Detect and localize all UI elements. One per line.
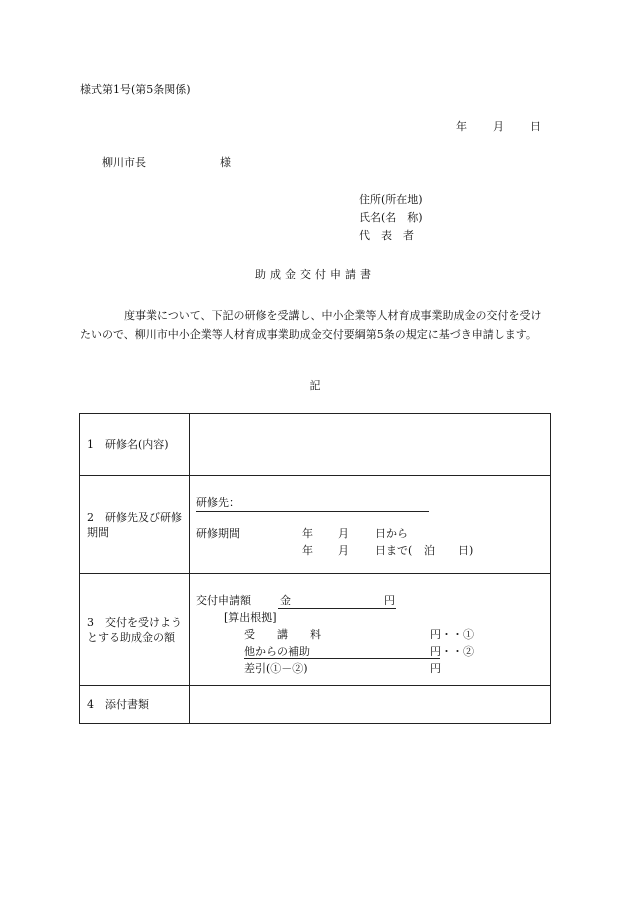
diff-value: 円 [430,662,441,675]
body-text: 度事業について、下記の研修を受講し、中小企業等人材育成事業助成金の交付を受けたいので、柳川市中小企業等人材育成事業助成金交付要綱第5条の規定に基づき申請します。 [80,309,542,341]
address-label: 住所(所在地) [359,193,423,206]
period-month-2: 月 [338,544,349,557]
table-row [80,414,551,476]
date-year: 年 [456,120,467,133]
row1-label: 1 研修名(内容) [80,414,190,476]
addressee-honorific: 様 [220,156,231,169]
row4-value[interactable] [190,686,551,724]
addressee [102,156,231,169]
fee-value: 円・・① [430,628,474,641]
ki-heading: 記 [309,379,321,392]
fee-label: 受 講 料 [244,628,321,641]
period-until: 日まで( [375,544,413,557]
row2-label: 2 研修先及び研修期間 [80,476,190,574]
period-days-close: 日) [458,544,474,557]
row2-value [190,476,551,574]
request-yen: 円 [384,594,395,607]
table-row [80,574,551,686]
table-row [80,476,551,574]
period-label: 研修期間 [196,527,240,540]
request-kin: 金 [280,594,291,607]
request-label: 交付申請額 [196,594,251,607]
provider-underline[interactable] [196,511,429,512]
table-row [80,686,551,724]
date-line [456,121,541,132]
period-month-1: 月 [338,527,349,540]
other-label: 他からの補助 [244,645,310,658]
applicant-block [359,194,423,248]
other-underline[interactable] [244,658,440,659]
name-label: 氏名(名 称) [359,211,423,224]
provider-label: 研修先： [196,496,240,509]
document-title: 助成金交付申請書 [255,268,375,281]
period-nights: 泊 [424,544,435,557]
application-table [79,413,551,724]
period-year-2: 年 [302,544,313,557]
row4-label: 4 添付書類 [80,686,190,724]
other-value: 円・・② [430,645,474,658]
date-day: 日 [530,120,541,133]
date-month: 月 [493,120,504,133]
representative-label: 代 表 者 [359,229,414,242]
request-underline[interactable] [278,608,396,609]
form-number: 様式第1号(第5条関係) [80,83,191,96]
row3-value [190,574,551,686]
addressee-name: 柳川市長 [102,156,146,169]
diff-label: 差引(①－②) [244,662,308,675]
period-year-1: 年 [302,527,313,540]
basis-label: [算出根拠] [224,611,277,624]
period-from: 日から [375,527,408,540]
row3-label: 3 交付を受けようとする助成金の額 [80,574,190,686]
row1-value[interactable] [190,414,551,476]
